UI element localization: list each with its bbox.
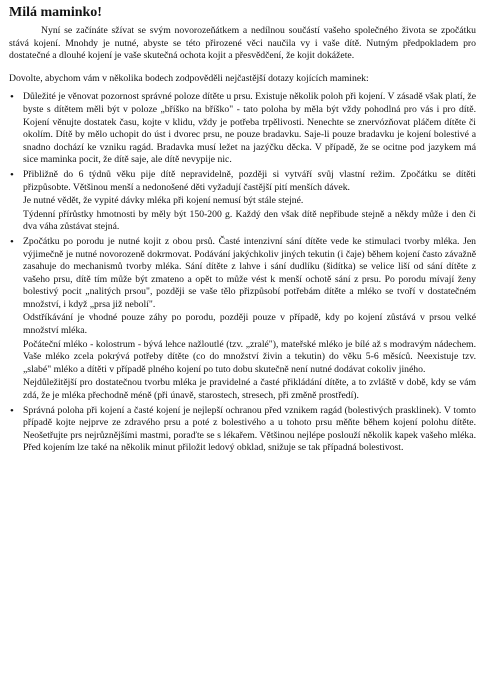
- faq-list: [9, 91, 476, 455]
- faq-item-feeding-rhythm: [9, 169, 476, 234]
- faq-paragraph: • Přibližně do 6 týdnů věku pije dítě nepravidelně, později si vytváří svůj vlastní režim. Zpočátku se dítěti přizpůsobte. Většinou menší a nedonošené děti vyžadují častější pití menších dávek.: [23, 168, 476, 193]
- page-title: Milá maminko!: [9, 5, 102, 20]
- faq-paragraph: • Zpočátku po porodu je nutné kojit z obou prsů. Časté intenzivní sání dítěte vede ke stimulaci tvorby mléka. Jen výjimečně je nutné novorozeně dokrmovat. Podávání jakýchkoliv jiných tekutin (i čaje) během kojení často závažně zasahuje do mechanismů tvorby mléka. Sání dítěte z lahve i sání dudlíku (šidítka) se velice liší od sání dítěte z vašeho prsu, dítě tím může být zmateno a opět to může vést k menší ochotě sání z prsu. Po porodu mívají ženy bolestivý pocit „nalitých prsou", později se vaše tělo přizpůsobí potřebám dítěte a mléko se tvoří v dostatečném množství, i když „prsa již nebolí".: [23, 235, 476, 310]
- faq-item-milk-production: [9, 236, 476, 403]
- faq-paragraph: Je nutné vědět, že vypité dávky mléka při kojení nemusí být stále stejné.: [23, 195, 304, 207]
- faq-paragraph: Nejdůležitější pro dostatečnou tvorbu mléka je pravidelné a časté přikládání dítěte, a to zvláště v době, kdy se vám zdá, že je mléka přechodně méně (při únavě, starostech, stresech, při změně prostředí).: [23, 377, 476, 402]
- faq-item-rhagades: [9, 405, 476, 455]
- intro-paragraph: Nyní se začínáte sžívat se svým novorozeňátkem a nedílnou součástí vašeho společného života se zpočátku stává kojení. Mnohdy je nutné, abyste se této přirozené věci naučila vy i vaše dítě. Nutným předpokladem pro dostatečné a dlouhé kojení je vaše skutečná ochota kojit a přesvědčení, že kojit dokážete.: [9, 25, 476, 62]
- faq-item-positioning: [9, 91, 476, 167]
- faq-paragraph: Počáteční mléko - kolostrum - bývá lehce nažloutlé (tzv. „zralé"), mateřské mléko je bílé až s modravým nádechem. Vaše mléko zcela pokrývá potřeby dítěte (co do množství živin a tekutin) do věku 5-6 měsíců. Neexistuje tzv. „slabé" mléko a dítěti v případě plného kojení po tuto dobu skutečně není nutné dodávat cokoliv jiného.: [23, 338, 476, 375]
- lead-paragraph: Dovolte, abychom vám v několika bodech zodpověděli nejčastější dotazy kojících maminek:: [9, 72, 369, 84]
- faq-paragraph: Týdenní přírůstky hmotnosti by měly být 150-200 g. Každý den však dítě nepřibude stejně a někdy může i den či dva váha zůstávat stejná.: [23, 208, 476, 233]
- faq-paragraph: • Důležité je věnovat pozornost správné poloze dítěte u prsu. Existuje několik poloh při kojení. V zásadě však platí, že byste s dítětem měli být v poloze „bříško na bříško" - tato poloha by měla být vždy pohodlná pro vás i pro dítě. Kojení věnujte dostatek času, kojte v klidu, vždy je potřeba trpělivosti. Nenechte se znervózňovat pláčem dítěte či okolím. Dítě by mělo uchopit do úst i dvorec prsu, ne pouze bradavku. Saje-li pouze bradavku je kojení bolestivé a snadno dochází ke vzniku ragád. Bradavka musí ležet na jazýčku děcka. V případě, že se ocitne pod jazykem má sice maminka pocit, že dítě saje, ale dítě nevypije nic.: [23, 91, 476, 166]
- faq-paragraph: Odstříkávání je vhodné pouze záhy po porodu, později pouze v případě, kdy po kojení zůstává v prsou velké množství mléka.: [23, 312, 476, 337]
- faq-paragraph: • Správná poloha při kojení a časté kojení je nejlepší ochranou před vznikem ragád (bolestivých prasklinek). V tomto případě kojte nejprve ze zdravého prsu a poté z bolestivého a u tohoto prsu měňte během kojení polohu dítěte. Neošetřujte prs nejrůznějšími mastmi, poraďte se s lékařem. Většinou nejlépe poslouží několik kapek vašeho mléka. Před kojením lze také na několik minut přiložit ledový obklad, snižuje se tak případná bolestivost.: [23, 404, 476, 454]
